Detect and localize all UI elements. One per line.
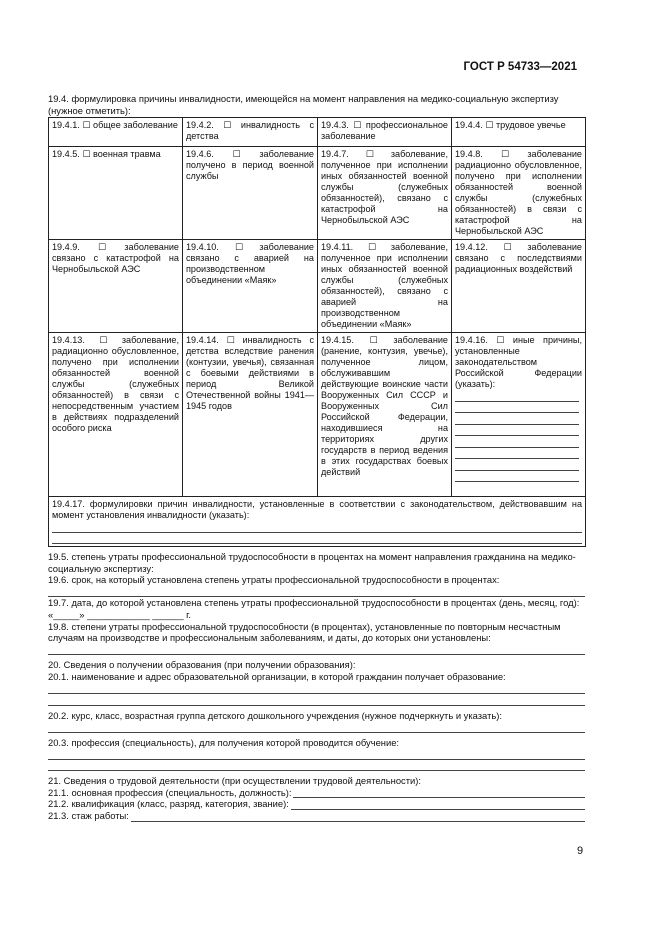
cause-option-19-4-15[interactable]: 19.4.15. ☐ заболевание (ранение, контузия, увечье), полученное лицом, обслуживавшим действующие воинские части Вооруженных Сил СССР и Вооруженных Сил Российской Федерации, находившиеся на территориях других государств в период ведения в этих государствах боевых действий	[318, 333, 452, 497]
cause-option-19-4-16[interactable]: 19.4.16. ☐ иные причины, установленные законодательством Российской Федерации (указать):	[455, 335, 582, 390]
section-21-1-line[interactable]	[293, 788, 585, 798]
section-20-1-line[interactable]	[48, 683, 585, 695]
document-standard-code: ГОСТ Р 54733—2021	[463, 61, 577, 73]
cause-option-19-4-4[interactable]: 19.4.4. ☐ трудовое увечье	[452, 118, 586, 147]
cause-option-19-4-3[interactable]: 19.4.3. ☐ профессиональное заболевание	[318, 118, 452, 147]
section-21-2-line[interactable]	[291, 800, 585, 810]
section-19-8-line[interactable]	[48, 644, 585, 656]
section-19-6-line[interactable]	[48, 586, 585, 598]
section-21-3-label: 21.3. стаж работы:	[48, 810, 129, 821]
other-cause-line[interactable]	[455, 448, 579, 460]
cause-option-19-4-14[interactable]: 19.4.14. ☐ инвалидность с детства вследствие ранения (контузии, увечья), связанная с боевыми действиями в период Великой Отечественной войны 1941—1945 годов	[183, 333, 318, 497]
section-19-7: 19.7. дата, до которой установлена степень утраты профессиональной трудоспособности в процентах (день, месяц, год): «_____» ____________ ______ г.	[48, 597, 580, 621]
cause-option-19-4-7[interactable]: 19.4.7. ☐ заболевание, полученное при исполнении иных обязанностей военной службы (служебных обязанностей), связано с катастрофой на Чернобыльской АЭС	[318, 147, 452, 240]
page-number: 9	[577, 845, 584, 857]
cause-option-19-4-1[interactable]: 19.4.1. ☐ общее заболевание	[49, 118, 183, 147]
other-cause-line[interactable]	[455, 425, 579, 437]
cause-option-19-4-10[interactable]: 19.4.10. ☐ заболевание связано с аварией на производственном объединении «Маяк»	[183, 240, 318, 333]
cause-option-19-4-13[interactable]: 19.4.13. ☐ заболевание, радиационно обусловленное, получено при исполнении обязанностей военной службы (служебных обязанностей) в связи с непосредственным участием в действиях подразделений особого риска	[49, 333, 183, 497]
other-cause-line[interactable]	[455, 413, 579, 425]
other-cause-line[interactable]	[455, 390, 579, 402]
section-21-2-row	[48, 798, 585, 810]
section-21: 21. Сведения о трудовой деятельности (при осуществлении трудовой деятельности):	[48, 775, 421, 787]
cause-option-19-4-5[interactable]: 19.4.5. ☐ военная травма	[49, 147, 183, 240]
section-20-3-line[interactable]	[48, 748, 585, 760]
section-21-2-label: 21.2. квалификация (класс, разряд, категория, звание):	[48, 798, 289, 810]
section-20-2: 20.2. курс, класс, возрастная группа детского дошкольного учреждения (нужное подчеркнуть и указать):	[48, 709, 502, 721]
section-20-2-line[interactable]	[48, 721, 585, 733]
cause-option-19-4-8[interactable]: 19.4.8. ☐ заболевание радиационно обусловленное, получено при исполнении обязанностей военной службы (служебных обязанностей) в связи с катастрофой на Чернобыльской АЭС	[452, 147, 586, 240]
section-20-1-line[interactable]	[48, 694, 585, 706]
section-20-3: 20.3. профессия (специальность), для получения которой проводится обучение:	[48, 736, 400, 748]
cause-option-19-4-12[interactable]: 19.4.12. ☐ заболевание связано с последствиями радиационных воздействий	[452, 240, 586, 333]
section-21-1-row	[48, 787, 585, 799]
section-21-1-label: 21.1. основная профессия (специальность, должность):	[48, 786, 292, 798]
other-cause-line[interactable]	[455, 436, 579, 448]
cause-19-4-17-line[interactable]	[52, 533, 582, 545]
section-21-3-line[interactable]	[131, 812, 585, 822]
section-20: 20. Сведения о получении образования (при получении образования):	[48, 659, 356, 671]
cause-19-4-17-cell	[49, 497, 586, 547]
section-20-3-line[interactable]	[48, 760, 585, 772]
section-21-3-row	[48, 810, 585, 822]
cause-option-19-4-11[interactable]: 19.4.11. ☐ заболевание, полученное при исполнении иных обязанностей военной службы (служебных обязанностей), связано с аварией на производственном объединении «Маяк»	[318, 240, 452, 333]
cause-option-19-4-6[interactable]: 19.4.6. ☐ заболевание получено в период военной службы	[183, 147, 318, 240]
disability-cause-table	[48, 117, 586, 547]
cause-19-4-17-line[interactable]	[52, 521, 582, 533]
cause-option-19-4-2[interactable]: 19.4.2. ☐ инвалидность с детства	[183, 118, 318, 147]
other-cause-line[interactable]	[455, 459, 579, 471]
section-19-8: 19.8. степени утраты профессиональной трудоспособности (в процентах), установленные по повторным несчастным случаям на производстве и профессиональным заболеваниям, и даты, до которых они установлены:	[48, 620, 561, 644]
form-content	[48, 93, 585, 822]
cause-19-4-17-label: 19.4.17. формулировки причин инвалидности, установленные в соответствии с законодательством, действовавшим на момент установления инвалидности (указать):	[52, 499, 582, 521]
section-19-6: 19.6. срок, на который установлена степень утраты профессиональной трудоспособности в процентах:	[48, 574, 500, 586]
other-cause-line[interactable]	[455, 402, 579, 414]
section-19-5: 19.5. степень утраты профессиональной трудоспособности в процентах на момент направления гражданина на медико-социальную экспертизу:	[48, 551, 576, 574]
cause-option-19-4-16-cell	[452, 333, 586, 497]
cause-option-19-4-9[interactable]: 19.4.9. ☐ заболевание связано с катастрофой на Чернобыльской АЭС	[49, 240, 183, 333]
section-20-1: 20.1. наименование и адрес образовательной организации, в которой гражданин получает образование:	[48, 670, 506, 682]
other-cause-line[interactable]	[455, 471, 579, 483]
section-19-4-intro: 19.4. формулировка причины инвалидности, имеющейся на момент направления на медико-социальную экспертизу (нужное отметить):	[48, 93, 559, 116]
